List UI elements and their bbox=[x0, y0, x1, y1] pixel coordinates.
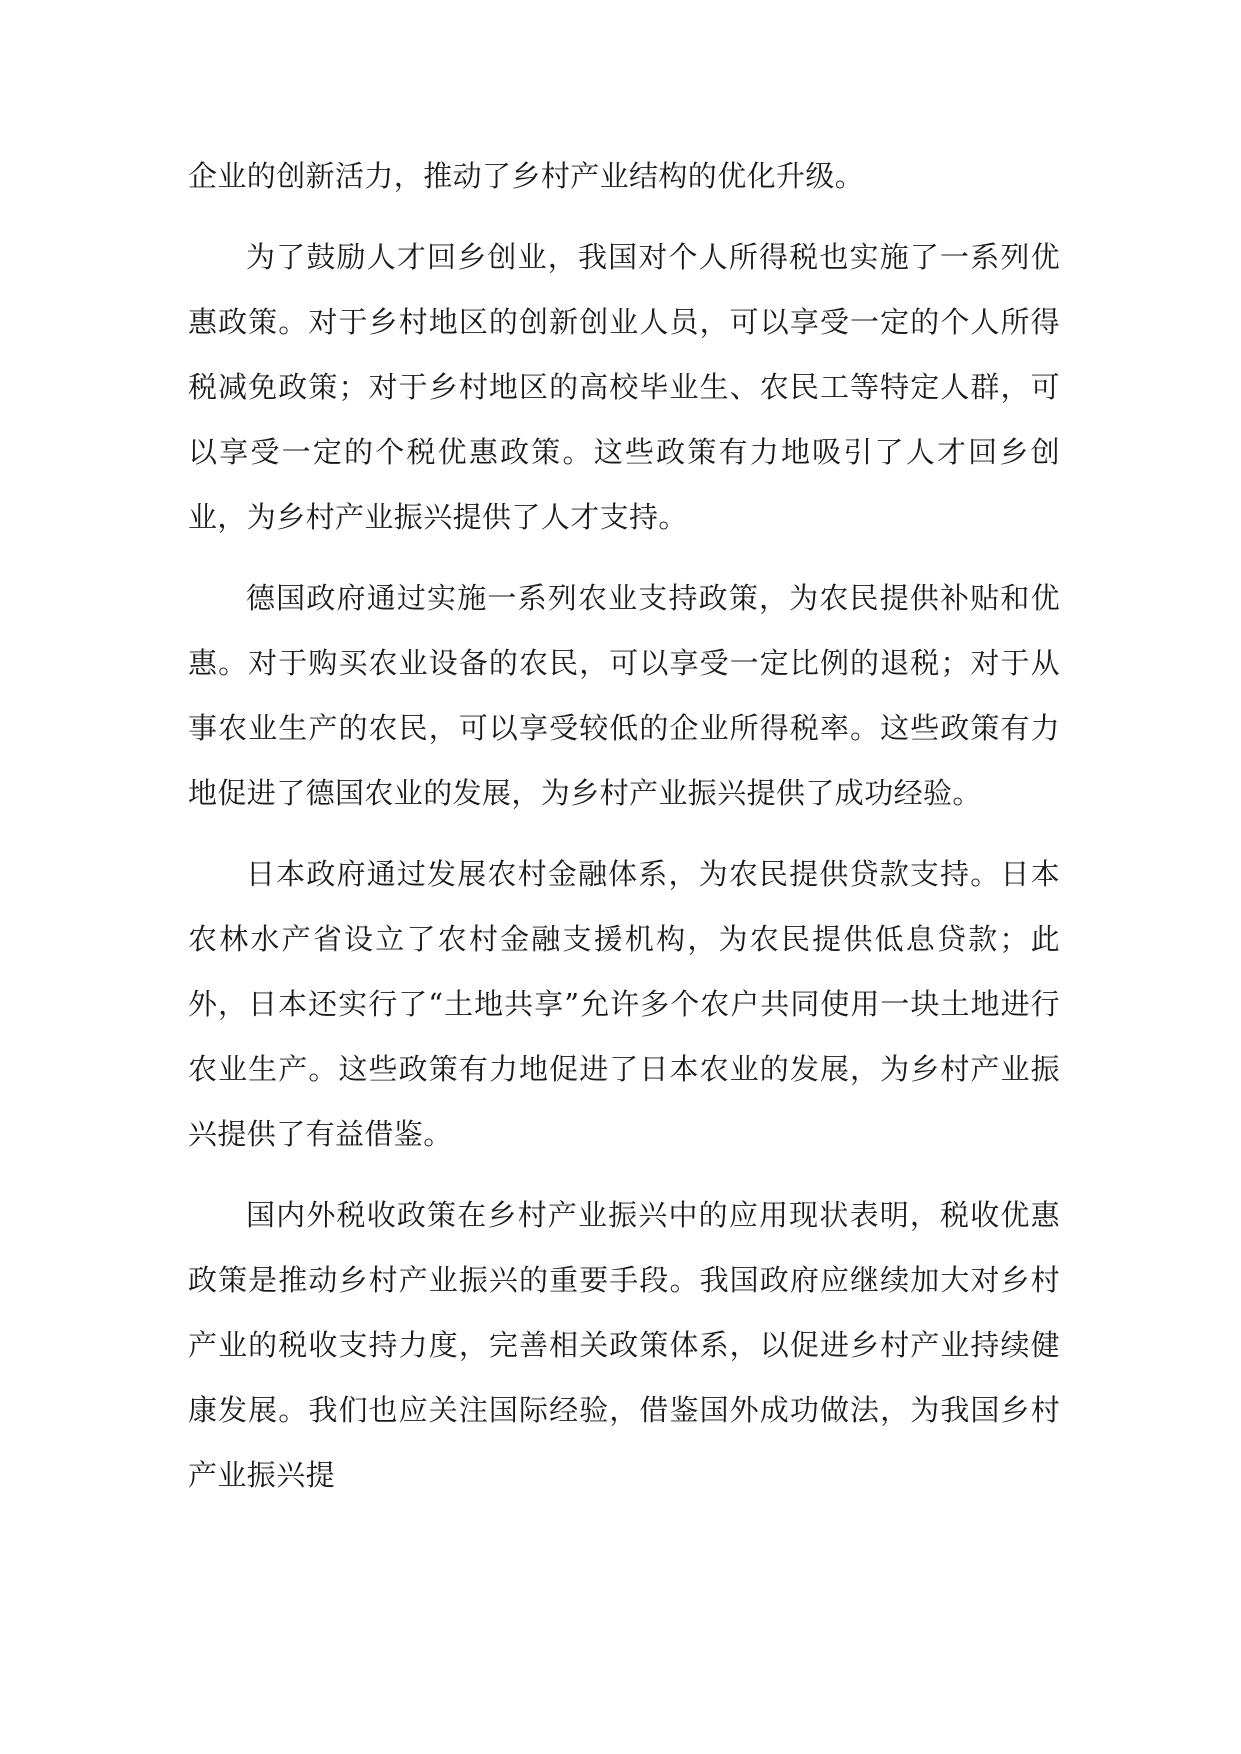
paragraph-japan-policy: 日本政府通过发展农村金融体系，为农民提供贷款支持。日本农林水产省设立了农村金融支援机构，为农民提供低息贷款；此外，日本还实行了“土地共享”允许多个农户共同使用一块土地进行农业生产。这些政策有力地促进了日本农业的发展，为乡村产业振兴提供了有益借鉴。 bbox=[188, 857, 1060, 1151]
paragraph-germany-policy: 德国政府通过实施一系列农业支持政策，为农民提供补贴和优惠。对于购买农业设备的农民，可以享受一定比例的退税；对于从事农业生产的农民，可以享受较低的企业所得税率。这些政策有力地促进了德国农业的发展，为乡村产业振兴提供了成功经验。 bbox=[188, 581, 1060, 810]
paragraph-continuation: 企业的创新活力，推动了乡村产业结构的优化升级。 bbox=[188, 159, 865, 193]
body-text bbox=[188, 144, 1060, 1524]
paragraph-talent-tax-policy: 为了鼓励人才回乡创业，我国对个人所得税也实施了一系列优惠政策。对于乡村地区的创新创业人员，可以享受一定的个人所得税减免政策；对于乡村地区的高校毕业生、农民工等特定人群，可以享受一定的个税优惠政策。这些政策有力地吸引了人才回乡创业，为乡村产业振兴提供了人才支持。 bbox=[188, 240, 1060, 534]
paragraph-conclusion: 国内外税收政策在乡村产业振兴中的应用现状表明，税收优惠政策是推动乡村产业振兴的重要手段。我国政府应继续加大对乡村产业的税收支持力度，完善相关政策体系，以促进乡村产业持续健康发展。我们也应关注国际经验，借鉴国外成功做法，为我国乡村产业振兴提 bbox=[188, 1198, 1060, 1492]
